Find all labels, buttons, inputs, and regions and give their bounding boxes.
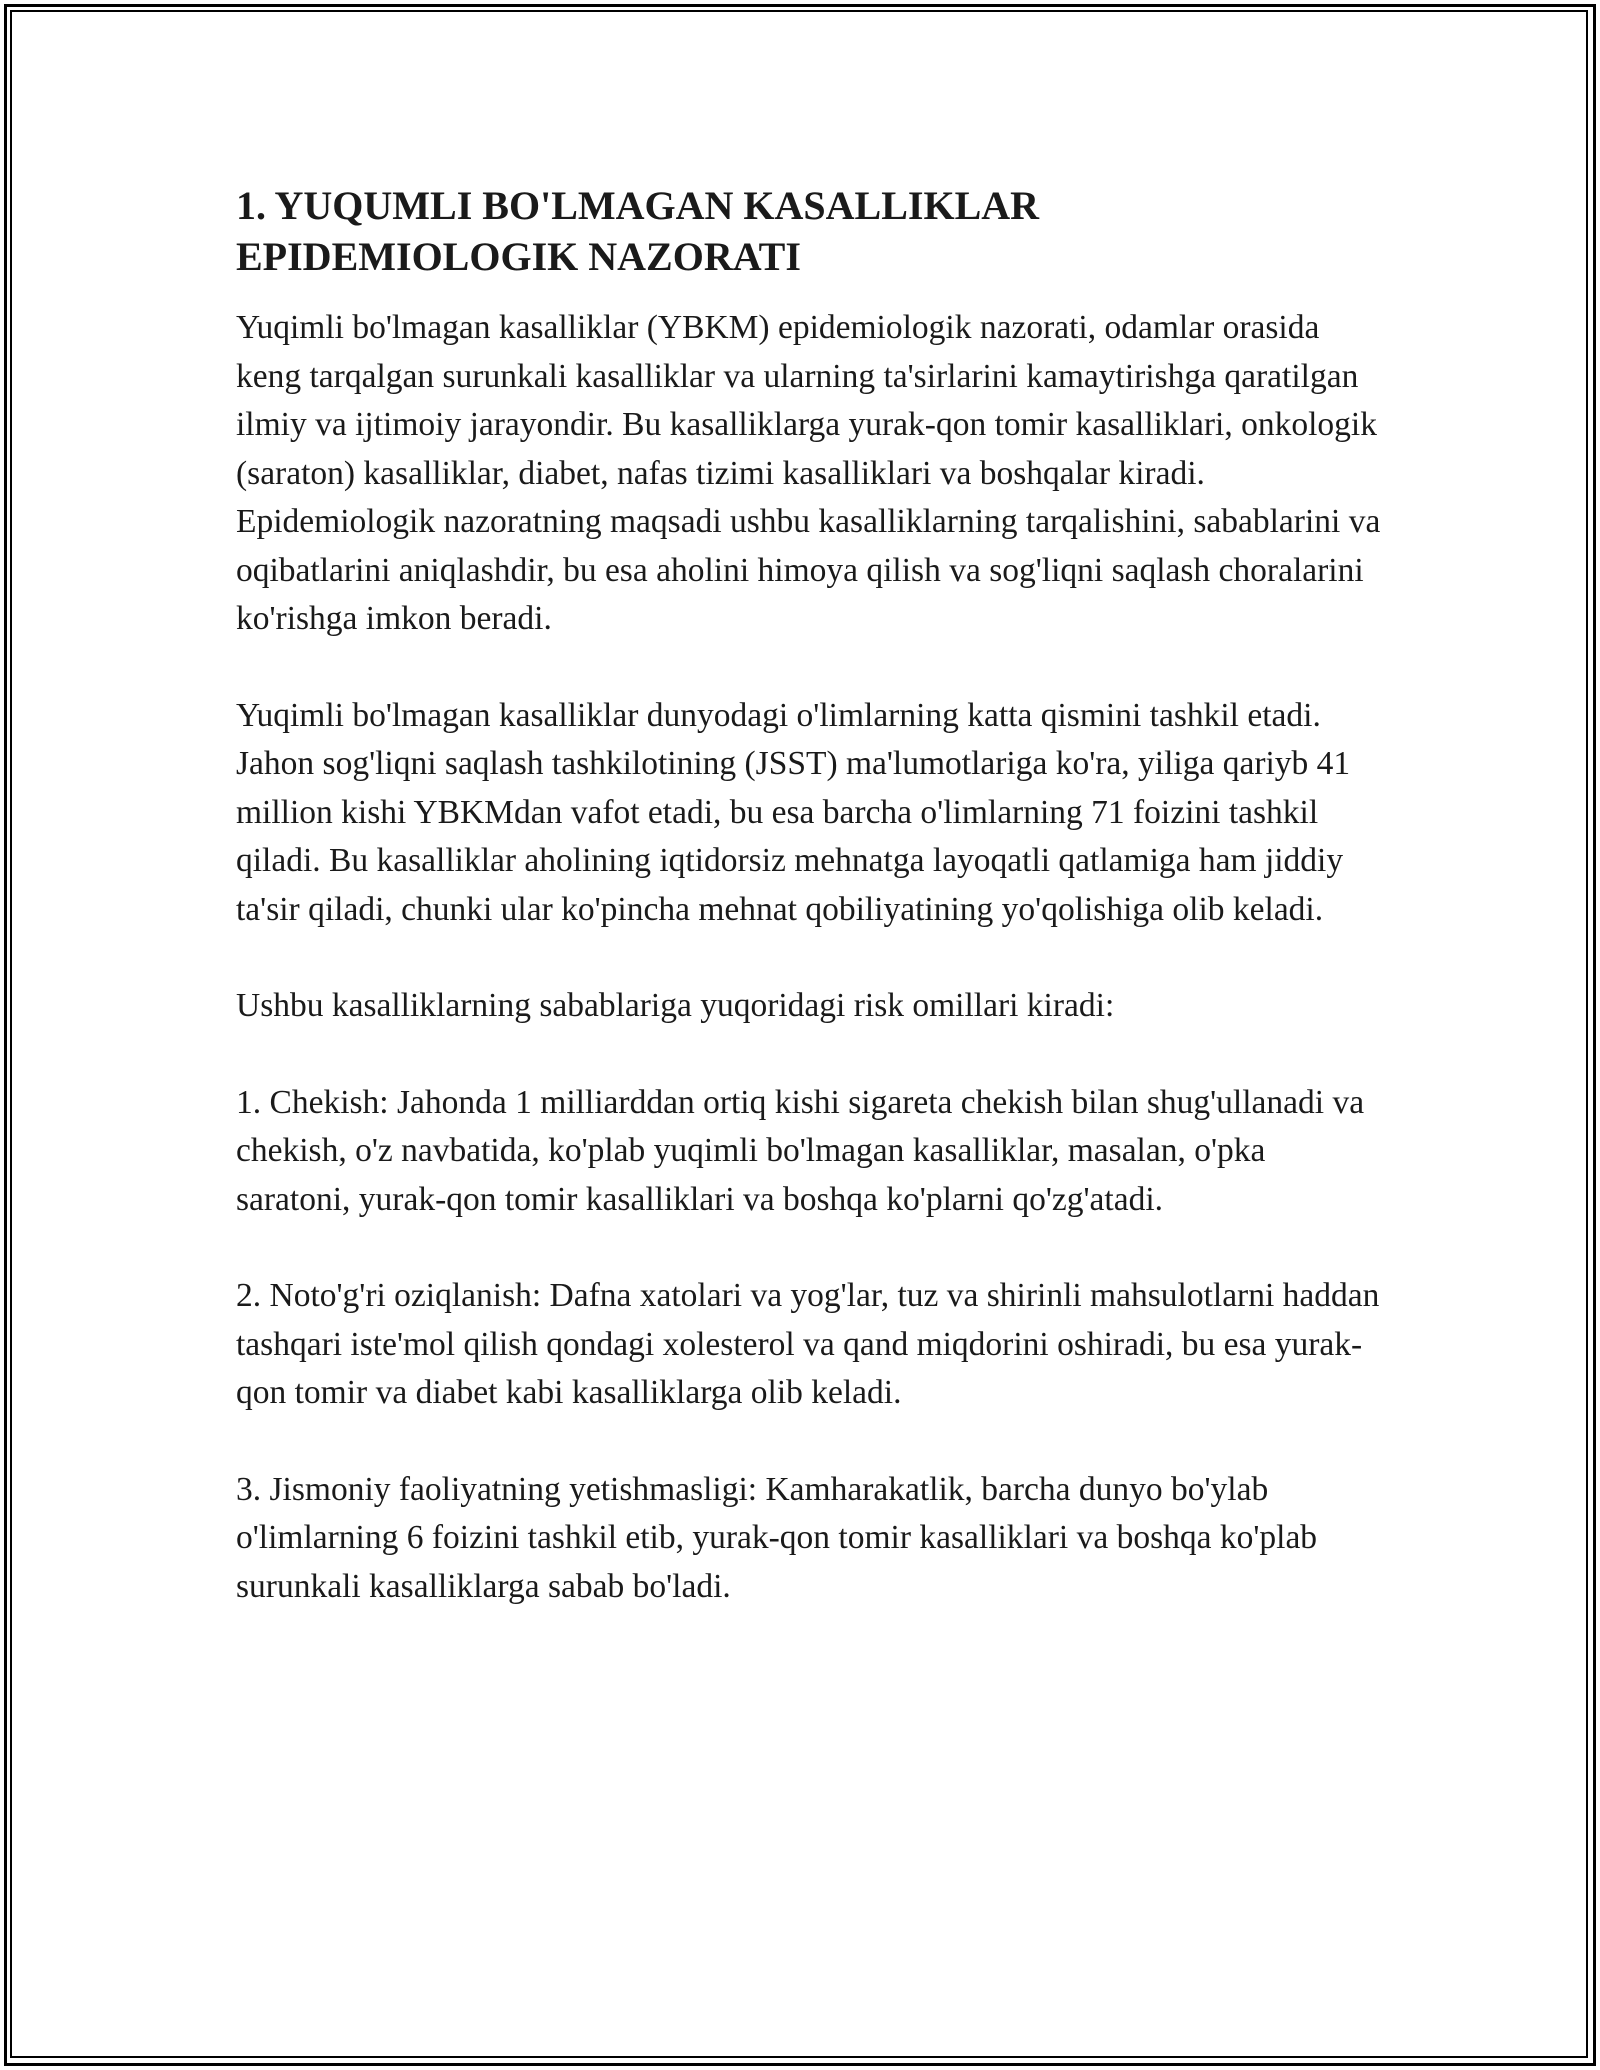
paragraph-intro: Yuqimli bo'lmagan kasalliklar (YBKM) epidemiologik nazorati, odamlar orasida keng tarqalgan surunkali kasalliklar va ularning ta'sirlarini kamaytirishga qaratilgan ilmiy va ijtimoiy jarayondir. Bu kasalliklarga yurak-qon tomir kasalliklari, onkologik (saraton) kasalliklar, diabet, nafas tizimi kasalliklari va boshqalar kiradi. Epidemiologik nazoratning maqsadi ushbu kasalliklarning tarqalishini, sabablarini va oqibatlarini aniqlashdir, bu esa aholini himoya qilish va sog'liqni saqlash choralarini ko'rishga imkon beradi. xyxy=(236,309,1381,637)
paragraph-risk-physical-activity: 3. Jismoniy faoliyatning yetishmasligi: Kamharakatlik, barcha dunyo bo'ylab o'limlarning 6 foizini tashkil etib, yurak-qon tomir kasalliklari va boshqa ko'plab surunkali kasalliklarga sabab bo'ladi. xyxy=(236,1470,1318,1605)
paragraph-statistics: Yuqimli bo'lmagan kasalliklar dunyodagi o'limlarning katta qismini tashkil etadi. Jahon sog'liqni saqlash tashkilotining (JSST) ma'lumotlariga ko'ra, yiliga qariyb 41 million kishi YBKMdan vafot etadi, bu esa barcha o'limlarning 71 foizini tashkil qiladi. Bu kasalliklar aholining iqtidorsiz mehnatga layoqatli qatlamiga ham jiddiy ta'sir qiladi, chunki ular ko'pincha mehnat qobiliyatining yo'qolishiga olib keladi. xyxy=(236,696,1351,928)
page-title: 1. YUQUMLI BO'LMAGAN KASALLIKLAR EPIDEMIOLOGIK NAZORATI xyxy=(236,183,1040,279)
paragraph-risk-nutrition: 2. Noto'g'ri oziqlanish: Dafna xatolari va yog'lar, tuz va shirinli mahsulotlarni haddan tashqari iste'mol qilish qondagi xolesterol va qand miqdorini oshiradi, bu esa yurak-qon tomir va diabet kabi kasalliklarga olib keladi. xyxy=(236,1277,1380,1411)
paragraph-risk-smoking: 1. Chekish: Jahonda 1 milliarddan ortiq kishi sigareta chekish bilan shug'ullanadi va chekish, o'z navbatida, ko'plab yuqimli bo'lmagan kasalliklar, masalan, o'pka saratoni, yurak-qon tomir kasalliklari va boshqa ko'plarni qo'zg'atadi. xyxy=(236,1083,1365,1218)
paragraph-risk-factors-intro: Ushbu kasalliklarning sabablariga yuqoridagi risk omillari kiradi: xyxy=(236,987,1115,1024)
document-body xyxy=(236,180,1386,1659)
